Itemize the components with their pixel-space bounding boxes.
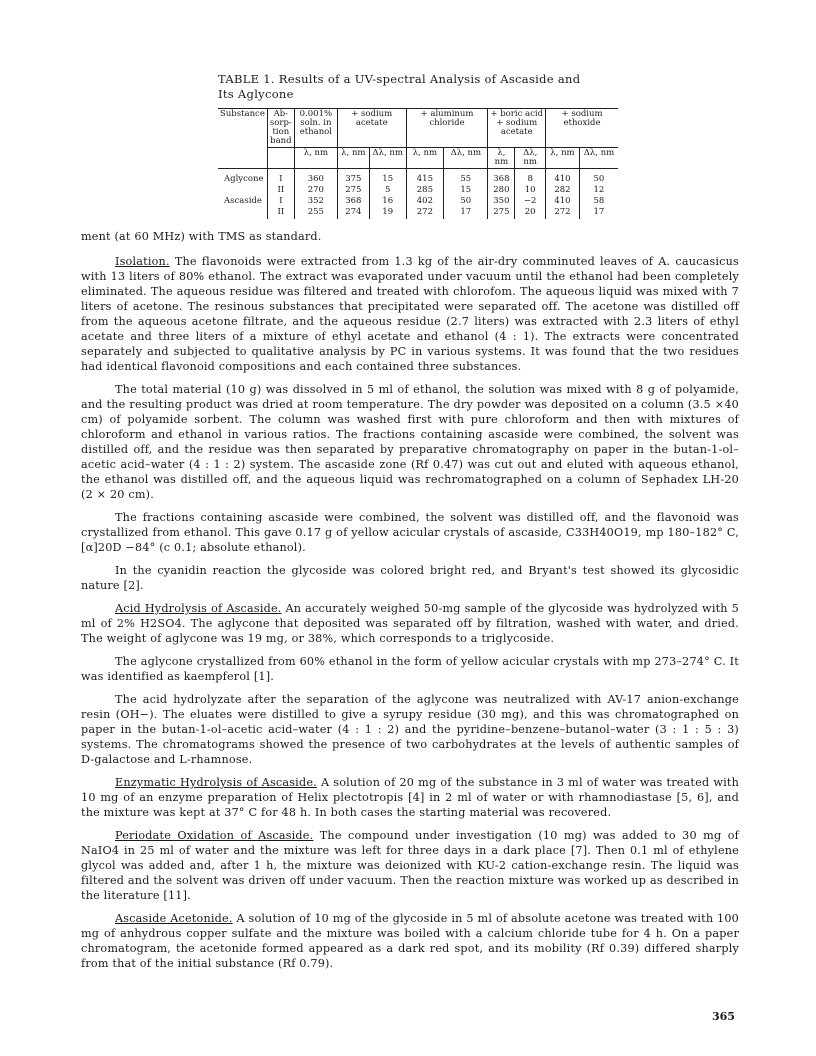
table-row (218, 196, 618, 207)
cell-band: I (267, 169, 294, 186)
section-heading: Enzymatic Hydrolysis of Ascaside. (115, 776, 317, 789)
th-band: Ab-sorp-tion band (267, 109, 294, 148)
paragraph-text: The flavonoids were extracted from 1.3 kg of the air-dry comminuted leaves of A. caucasicus with 13 liters of 80% ethanol. The extract was evaporated under vacuum until the ethanol had been completely eliminated. The aqueous residue was filtered and treated with chlorofom. The aqueous liquid was mixed with 7 liters of acetone. The resinous substances that precipitated were separated off. The acetone was distilled off from the aqueous acetone filtrate, and the aqueous residue (2.7 liters) was extracted with 2.3 liters of ethyl acetate and three liters of a mixture of ethyl acetate and ethanol (4 : 1). The extracts were concentrated separately and subjected to qualitative analysis by PC in various systems. It was found that the two residues had identical flavonoid compositions and each contained three substances. (81, 255, 739, 373)
th-lambda: λ, nm (488, 148, 515, 169)
cell-value: 280 (488, 185, 515, 196)
table-row (218, 169, 618, 186)
section-heading: Ascaside Acetonide. (115, 912, 233, 925)
paragraph-text: A solution of 20 mg of the substance in 3 ml of water was treated with 10 mg of an enzyme preparation of Helix plectotropis [4] in 2 ml of water or with rhamnodiastase [5, 6], and the mixture was kept at 37° C for 48 h. In both cases the starting material was recovered. (81, 776, 739, 819)
paragraph-enzymatic-hydrolysis (81, 775, 739, 820)
th-lambda: λ, nm (406, 148, 444, 169)
cell-value: 5 (369, 185, 406, 196)
paragraph: The total material (10 g) was dissolved in 5 ml of ethanol, the solution was mixed with 8 g of polyamide, and the resulting product was dried at room temperature. The dry powder was deposited on a column (3.5 ×40 cm) of polyamide sorbent. The column was washed first with pure chloroform and then with mixtures of chloroform and ethanol in various ratios. The fractions containing ascaside were combined, the solvent was distilled off, and the residue was then separated by preparative chromatography on paper in the butan-1-ol–acetic acid–water (4 : 1 : 2) system. The ascaside zone (Rf 0.47) was cut out and eluted with aqueous ethanol, the ethanol was distilled off, and the aqueous liquid was rechromatographed on a column of Sephadex LH-20 (2 × 20 cm). (81, 383, 739, 501)
cell-value: −2 (515, 196, 546, 207)
section-heading: Isolation. (115, 255, 170, 268)
cell-value: 275 (488, 207, 515, 219)
th-sodium-acetate: + sodium acetate (337, 109, 406, 148)
th-lambda: λ, nm (337, 148, 369, 169)
cell-value: 55 (444, 169, 488, 186)
paragraph-acid-hydrolysis (81, 601, 739, 646)
th-lambda: λ, nm (546, 148, 580, 169)
cell-value: 17 (444, 207, 488, 219)
table-1 (218, 72, 618, 219)
cell-value: 270 (294, 185, 337, 196)
paragraph: ment (at 60 MHz) with TMS as standard. (81, 230, 322, 243)
cell-value: 285 (406, 185, 444, 196)
page-number: 365 (712, 1010, 735, 1023)
th-aluminum-chloride: + aluminum chloride (406, 109, 488, 148)
paragraph-text: A solution of 10 mg of the glycoside in 5 ml of absolute acetone was treated with 100 mg of anhydrous copper sulfate and the mixture was boiled with a calcium chloride tube for 4 h. On a paper chromatogram, the acetonide formed appeared as a dark red spot, and its mobility (Rf 0.39) differed sharply from that of the initial substance (Rf 0.79). (81, 912, 739, 970)
cell-value: 410 (546, 196, 580, 207)
cell-value: 15 (444, 185, 488, 196)
paragraph-periodate-oxidation (81, 828, 739, 903)
paragraph: In the cyanidin reaction the glycoside was colored bright red, and Bryant's test showed its glycosidic nature [2]. (81, 564, 739, 592)
paragraph: The acid hydrolyzate after the separation of the aglycone was neutralized with AV-17 anion-exchange resin (OH−). The eluates were distilled to give a syrupy residue (30 mg), and this was chromatographed on paper in the butan-1-ol–acetic acid–water (4 : 1 : 2) and the pyridine–benzene–butanol–water (3 : 1 : 5 : 3) systems. The chromatograms showed the presence of two carbohydrates at the levels of authentic samples of D-galactose and L-rhamnose. (81, 693, 739, 766)
cell-substance: Ascaside (224, 196, 262, 206)
cell-band: I (267, 196, 294, 207)
uv-table (218, 108, 618, 219)
body-text (81, 229, 739, 979)
cell-value: 275 (337, 185, 369, 196)
cell-value: 16 (369, 196, 406, 207)
th-lambda: λ, nm (294, 148, 337, 169)
cell-value: 402 (406, 196, 444, 207)
th-sub-blank (267, 148, 294, 169)
th-dlambda: Δλ, nm (515, 148, 546, 169)
cell-value: 12 (579, 185, 618, 196)
th-ethanol: 0.001% soln. in ethanol (294, 109, 337, 148)
cell-value: 20 (515, 207, 546, 219)
table-header-row (218, 109, 618, 148)
th-dlambda: Δλ, nm (369, 148, 406, 169)
cell-value: 352 (294, 196, 337, 207)
paragraph-text: An accurately weighed 50-mg sample of the glycoside was hydrolyzed with 5 ml of 2% H2SO4. The aglycone that deposited was separated off by filtration, washed with water, and dried. The weight of aglycone was 19 mg, or 38%, which corresponds to a triglycoside. (81, 602, 739, 645)
cell-value: 368 (488, 169, 515, 186)
cell-value: 272 (406, 207, 444, 219)
table-caption (218, 72, 618, 102)
th-substance: Substance (218, 109, 267, 169)
th-sodium-ethoxide: + sodium ethoxide (546, 109, 618, 148)
paragraph: The fractions containing ascaside were combined, the solvent was distilled off, and the flavonoid was crystallized from ethanol. This gave 0.17 g of yellow acicular crystals of ascaside, C33H40O19, mp 180–182° C, [α]20D −84° (c 0.1; absolute ethanol). (81, 511, 739, 554)
cell-value: 10 (515, 185, 546, 196)
cell-value: 274 (337, 207, 369, 219)
paragraph-text: The compound under investigation (10 mg) was added to 30 mg of NaIO4 in 25 ml of water and the mixture was left for three days in a dark place [7]. Then 0.1 ml of ethylene glycol was added and, after 1 h, the mixture was deionized with KU-2 cation-exchange resin. The liquid was filtered and the solvent was driven off under vacuum. Then the reaction mixture was worked up as described in the literature [11]. (81, 829, 739, 902)
cell-band: II (267, 185, 294, 196)
cell-value: 375 (337, 169, 369, 186)
cell-value: 50 (579, 169, 618, 186)
paragraph: The aglycone crystallized from 60% ethanol in the form of yellow acicular crystals with mp 273–274° C. It was identified as kaempferol [1]. (81, 655, 739, 683)
cell-value: 350 (488, 196, 515, 207)
table-row (218, 207, 618, 219)
paragraph-isolation (81, 254, 739, 374)
cell-value: 360 (294, 169, 337, 186)
th-boric-acid: + boric acid + sodium acetate (488, 109, 546, 148)
cell-value: 282 (546, 185, 580, 196)
cell-value: 368 (337, 196, 369, 207)
cell-value: 415 (406, 169, 444, 186)
table-caption-line1: TABLE 1. Results of a UV-spectral Analysis of Ascaside and (218, 72, 581, 86)
cell-band: II (267, 207, 294, 219)
table-row (218, 185, 618, 196)
section-heading: Periodate Oxidation of Ascaside. (115, 829, 314, 842)
cell-value: 50 (444, 196, 488, 207)
cell-value: 19 (369, 207, 406, 219)
th-dlambda: Δλ, nm (579, 148, 618, 169)
cell-substance: Aglycone (224, 174, 264, 184)
cell-value: 15 (369, 169, 406, 186)
paragraph-acetonide (81, 911, 739, 971)
cell-substance (218, 185, 267, 196)
th-dlambda: Δλ, nm (444, 148, 488, 169)
cell-substance (218, 207, 267, 219)
cell-value: 58 (579, 196, 618, 207)
cell-value: 255 (294, 207, 337, 219)
cell-value: 17 (579, 207, 618, 219)
cell-value: 272 (546, 207, 580, 219)
cell-value: 8 (515, 169, 546, 186)
cell-value: 410 (546, 169, 580, 186)
section-heading: Acid Hydrolysis of Ascaside. (115, 602, 282, 615)
table-caption-line2: Its Aglycone (218, 87, 294, 101)
table-subheader-row (218, 148, 618, 169)
